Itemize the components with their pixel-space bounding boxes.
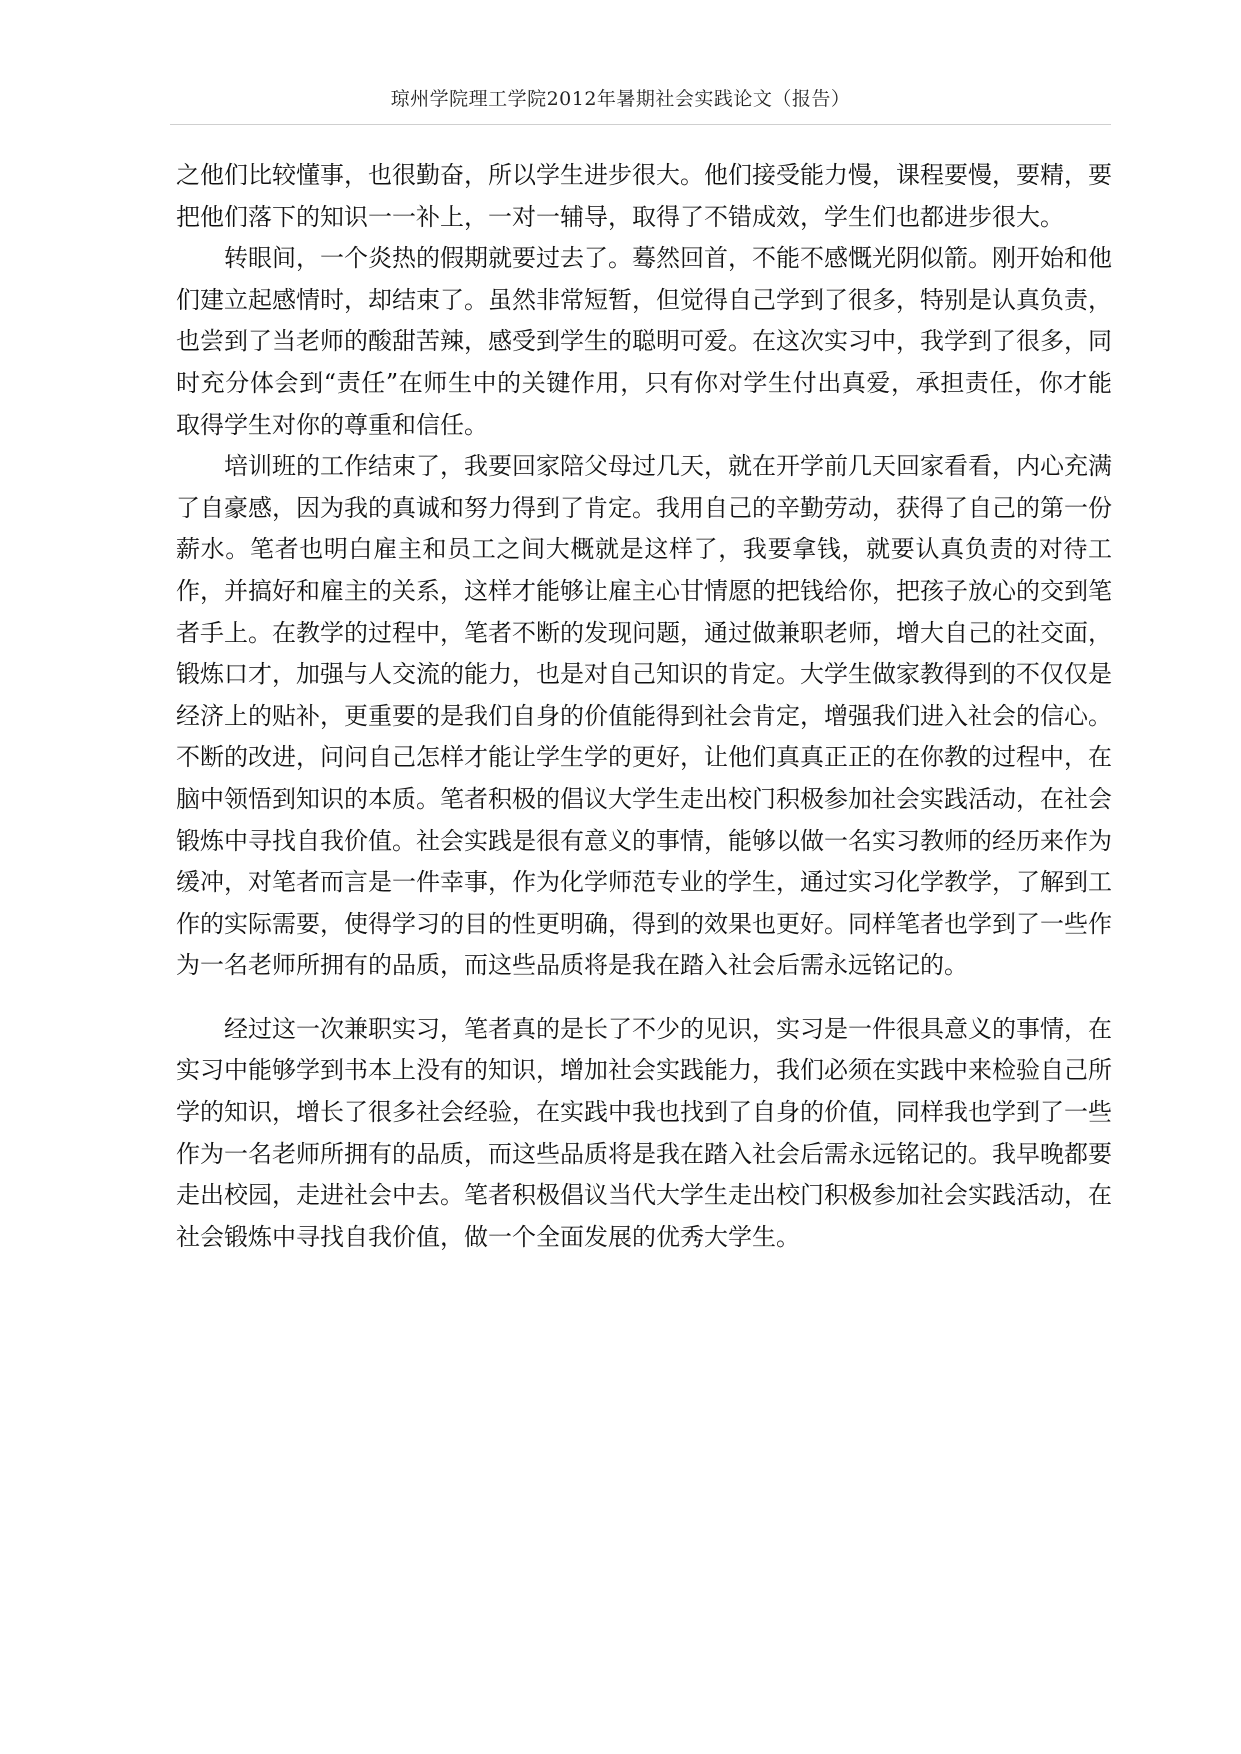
running-header: 琼州学院理工学院2012年暑期社会实践论文（报告） [390,88,851,110]
paragraph-training-class-end: 培训班的工作结束了，我要回家陪父母过几天，就在开学前几天回家看看，内心充满了自豪感，因为我的真诚和努力得到了肯定。我用自己的辛勤劳动，获得了自己的第一份薪水。笔者也明白雇主和员工之间大概就是这样了，我要拿钱，就要认真负责的对待工作，并搞好和雇主的关系，这样才能够让雇主心甘情愿的把钱给你，把孩子放心的交到笔者手上。在教学的过程中，笔者不断的发现问题，通过做兼职老师，增大自己的社交面，锻炼口才，加强与人交流的能力，也是对自己知识的肯定。大学生做家教得到的不仅仅是经济上的贴补，更重要的是我们自身的价值能得到社会肯定，增强我们进入社会的信心。不断的改进，问问自己怎样才能让学生学的更好，让他们真真正正的在你教的过程中，在脑中领悟到知识的本质。笔者积极的倡议大学生走出校门积极参加社会实践活动，在社会锻炼中寻找自我价值。社会实践是很有意义的事情，能够以做一名实习教师的经历来作为缓冲，对笔者而言是一件幸事，作为化学师范专业的学生，通过实习化学教学，了解到工作的实际需要，使得学习的目的性更明确，得到的效果也更好。同样笔者也学到了一些作为一名老师所拥有的品质，而这些品质将是我在踏入社会后需永远铭记的。 [176,452,1112,980]
body-text [176,155,1112,1258]
header-divider [170,124,1111,125]
paragraph-summer-reflection: 转眼间，一个炎热的假期就要过去了。蓦然回首，不能不感慨光阴似箭。刚开始和他们建立起感情时，却结束了。虽然非常短暂，但觉得自己学到了很多，特别是认真负责，也尝到了当老师的酸甜苦辣，感受到学生的聪明可爱。在这次实习中，我学到了很多，同时充分体会到“责任”在师生中的关键作用，只有你对学生付出真爱，承担责任，你才能取得学生对你的尊重和信任。 [176,244,1112,439]
paragraph-conclusion: 经过这一次兼职实习，笔者真的是长了不少的见识，实习是一件很具意义的事情，在实习中能够学到书本上没有的知识，增加社会实践能力，我们必须在实践中来检验自己所学的知识，增长了很多社会经验，在实践中我也找到了自身的价值，同样我也学到了一些作为一名老师所拥有的品质，而这些品质将是我在踏入社会后需永远铭记的。我早晚都要走出校园，走进社会中去。笔者积极倡议当代大学生走出校门积极参加社会实践活动，在社会锻炼中寻找自我价值，做一个全面发展的优秀大学生。 [176,1014,1112,1251]
paragraph-continued: 之他们比较懂事，也很勤奋，所以学生进步很大。他们接受能力慢，课程要慢，要精，要把他们落下的知识一一补上，一对一辅导，取得了不错成效，学生们也都进步很大。 [176,161,1112,231]
